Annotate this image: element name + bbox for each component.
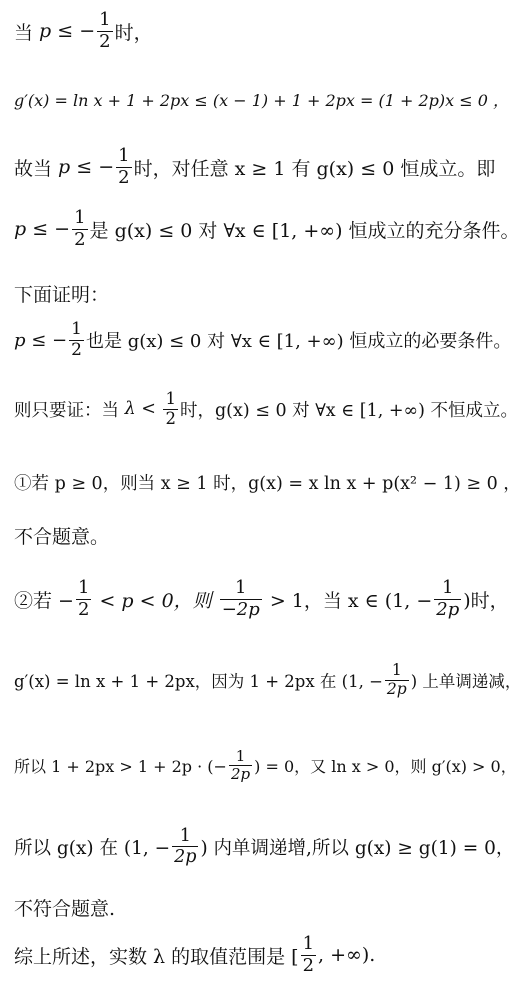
denominator: 2 [77,598,90,620]
text: ①若 p ≥ 0，则当 x ≥ 1 时，g(x) = x ln x + p(x² − 1) ≥ 0 ， [14,474,521,494]
fraction [172,826,198,867]
line-4 [14,208,521,250]
text: 所以 g(x) 在 (1, − [14,837,171,859]
numerator: 1 [71,319,82,339]
math: p ≤ − [58,156,115,179]
numerator: 1 [235,577,247,598]
numerator: 1 [391,661,402,679]
math: < p < 0，则 [93,589,218,612]
text: ) = 0，又 ln x > 0，则 g′(x) > 0， [254,757,517,777]
numerator: 1 [235,747,246,765]
text: 时，g(x) ≤ 0 对 ∀x ∈ [1, +∞) 不恒成立。 [179,400,518,421]
denominator: 2p [174,847,197,868]
text: 时， [114,21,153,44]
line-11 [14,662,521,699]
text: 不合题意。 [14,526,110,548]
numerator: 1 [77,577,90,598]
math: λ < [124,399,162,420]
text: 也是 g(x) ≤ 0 对 ∀x ∈ [1, +∞) 恒成立的必要条件。 [85,331,512,353]
line-8 [14,470,521,495]
numerator: 1 [118,145,130,166]
text: , +∞). [318,944,376,967]
line-12 [14,748,521,784]
denominator: 2 [99,30,111,52]
numerator: 1 [179,826,191,846]
fraction [72,208,87,250]
fraction [385,662,409,699]
line-9 [14,522,521,549]
line-3 [14,146,521,188]
numerator: 1 [74,207,86,228]
text: 不符合题意. [14,898,116,920]
text: 故当 [14,157,59,180]
fraction [69,320,84,360]
text: 是 g(x) ≤ 0 对 ∀x ∈ [1, +∞) 恒成立的充分条件。 [89,219,520,242]
denominator: −2p [221,598,260,620]
denominator: 2 [165,408,176,428]
text: ) 上单调递减， [410,672,522,692]
numerator: 1 [165,389,176,408]
math: p ≤ − [14,218,71,241]
math: p ≤ − [14,329,68,351]
line-13 [14,826,521,867]
denominator: 2 [118,166,130,188]
denominator: 2p [436,598,460,620]
fraction [76,578,91,620]
line-5 [14,280,521,307]
text: 综上所述，实数 λ 的取值范围是 [ [14,945,299,968]
line-15 [14,934,521,976]
denominator: 2 [302,954,315,976]
line-10 [14,578,521,620]
fraction [116,146,131,188]
numerator: 1 [442,577,454,598]
text: 当 [14,21,40,44]
text: 所以 1 + 2px > 1 + 2p · (− [14,757,227,777]
numerator: 1 [302,933,315,954]
numerator: 1 [99,9,111,30]
denominator: 2p [386,679,407,698]
line-7 [14,390,521,429]
line-2 [14,88,521,111]
line-6 [14,320,521,360]
fraction [220,578,262,620]
fraction [97,10,112,52]
text: g′(x) = ln x + 1 + 2px，因为 1 + 2px 在 (1, − [14,672,383,692]
text: ) 内单调递增,所以 g(x) ≥ g(1) = 0， [200,837,515,859]
text: ②若 − [14,589,74,612]
text: 时，对任意 x ≥ 1 有 g(x) ≤ 0 恒成立。即 [133,157,496,180]
denominator: 2 [71,339,82,360]
fraction [163,390,178,429]
math: g′(x) = ln x + 1 + 2px ≤ (x − 1) + 1 + 2px = (1 + 2p)x ≤ 0 ， [14,91,510,110]
fraction [301,934,316,976]
line-1 [14,10,521,52]
math: p ≤ − [39,20,96,43]
denominator: 2 [74,228,86,250]
fraction [229,748,252,784]
text: 则只要证：当 [14,400,125,421]
text: > 1，当 x ∈ (1, − [263,589,433,612]
line-14 [14,894,521,921]
text: )时， [463,589,509,612]
fraction [434,578,461,620]
denominator: 2p [230,765,251,784]
text: 下面证明： [14,284,110,306]
